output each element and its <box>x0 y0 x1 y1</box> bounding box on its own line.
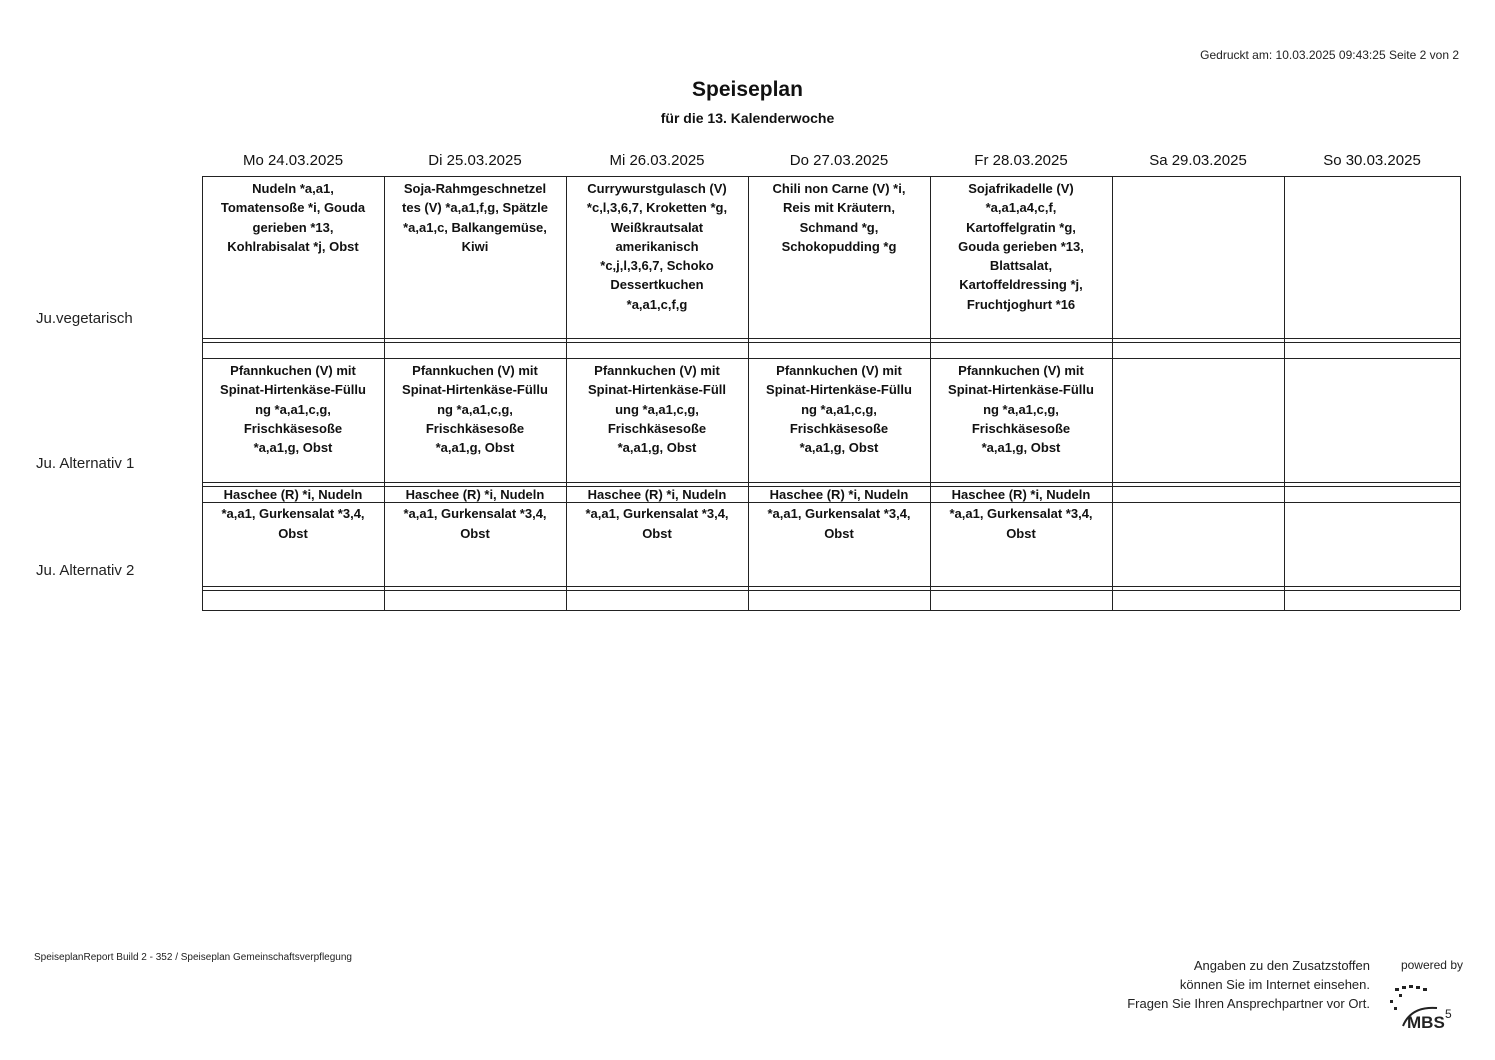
meal-cell: Haschee (R) *i, Nudeln *a,a1, Gurkensalat *3,4, Obst <box>767 487 911 541</box>
table-rule <box>202 610 1460 611</box>
print-timestamp: Gedruckt am: 10.03.2025 09:43:25 Seite 2 von 2 <box>1200 48 1459 62</box>
meal-cell: Haschee (R) *i, Nudeln *a,a1, Gurkensalat *3,4, Obst <box>949 487 1093 541</box>
column-rule <box>1460 176 1461 610</box>
meal-cell: Pfannkuchen (V) mit Spinat-Hirtenkäse-Füllu ng *a,a1,c,g, Frischkäsesoße *a,a1,g, Obst <box>402 363 548 456</box>
column-rule <box>1112 176 1113 610</box>
meal-cell: Haschee (R) *i, Nudeln *a,a1, Gurkensalat *3,4, Obst <box>221 487 365 541</box>
menu-table <box>202 176 1460 610</box>
meal-cell <box>1115 179 1281 341</box>
day-header: Do 27.03.2025 <box>789 152 889 169</box>
meal-cell: Nudeln *a,a1, Tomatensoße *i, Gouda gerieben *13, Kohlrabisalat *j, Obst <box>220 181 366 254</box>
day-header: Mi 26.03.2025 <box>609 152 705 169</box>
meal-cell: Chili non Carne (V) *i, Reis mit Kräutern, Schmand *g, Schokopudding *g <box>772 181 906 254</box>
powered-by-label: powered by <box>1400 958 1463 972</box>
column-rule <box>748 176 749 610</box>
table-rule <box>202 358 1460 359</box>
meal-cell: Haschee (R) *i, Nudeln *a,a1, Gurkensalat *3,4, Obst <box>585 487 729 541</box>
meal-cell: Sojafrikadelle (V) *a,a1,a4,c,f, Kartoffelgratin *g, Gouda gerieben *13, Blattsalat, Kartoffeldressing *j, Fruchtjoghurt *16 <box>958 181 1084 312</box>
meal-cell <box>1287 179 1457 341</box>
day-header: So 30.03.2025 <box>1323 152 1421 169</box>
page-subtitle: für die 13. Kalenderwoche <box>660 110 835 126</box>
table-rule <box>202 176 1460 177</box>
meal-cell: Soja-Rahmgeschnetzel tes (V) *a,a1,f,g, Spätzle *a,a1,c, Balkangemüse, Kiwi <box>402 181 548 254</box>
table-rule <box>202 590 1460 591</box>
report-info: SpeiseplanReport Build 2 - 352 / Speiseplan Gemeinschaftsverpflegung <box>34 952 352 963</box>
day-header: Mo 24.03.2025 <box>242 152 344 169</box>
column-rule <box>384 176 385 610</box>
meal-cell: Currywurstgulasch (V) *c,l,3,6,7, Kroketten *g, Weißkrautsalat amerikanisch *c,j,l,3,6,7, Schoko Dessertkuchen *a,a1,c,f,g <box>586 181 728 312</box>
meal-cell <box>1287 361 1457 485</box>
meal-cell: Haschee (R) *i, Nudeln *a,a1, Gurkensalat *3,4, Obst <box>403 487 547 541</box>
day-header: Fr 28.03.2025 <box>974 152 1068 169</box>
meal-cell: Pfannkuchen (V) mit Spinat-Hirtenkäse-Füll ung *a,a1,c,g, Frischkäsesoße *a,a1,g, Obst <box>588 363 726 456</box>
table-rule <box>202 586 1460 587</box>
meal-cell: Pfannkuchen (V) mit Spinat-Hirtenkäse-Füllu ng *a,a1,c,g, Frischkäsesoße *a,a1,g, Obst <box>220 363 366 456</box>
column-rule <box>1284 176 1285 610</box>
column-rule <box>930 176 931 610</box>
meal-cell: Pfannkuchen (V) mit Spinat-Hirtenkäse-Füllu ng *a,a1,c,g, Frischkäsesoße *a,a1,g, Obst <box>766 363 912 456</box>
column-rule <box>202 176 203 610</box>
svg-text:5: 5 <box>1445 1007 1452 1021</box>
day-header: Sa 29.03.2025 <box>1149 152 1247 169</box>
meal-cell: Pfannkuchen (V) mit Spinat-Hirtenkäse-Füllu ng *a,a1,c,g, Frischkäsesoße *a,a1,g, Obst <box>948 363 1094 456</box>
row-label: Ju.vegetarisch <box>36 310 133 327</box>
additives-note: Angaben zu den Zusatzstoffen können Sie im Internet einsehen. Fragen Sie Ihren Ansprechpartner vor Ort. <box>1127 958 1370 1011</box>
svg-text:MBS: MBS <box>1407 1013 1445 1032</box>
meal-cell <box>1115 361 1281 485</box>
meal-cell <box>1287 485 1457 569</box>
day-headers <box>202 152 1460 174</box>
row-label: Ju. Alternativ 1 <box>36 455 135 472</box>
day-header: Di 25.03.2025 <box>428 152 522 169</box>
page-title: Speiseplan <box>692 78 803 101</box>
table-rule <box>202 342 1460 343</box>
column-rule <box>566 176 567 610</box>
row-label: Ju. Alternativ 2 <box>36 562 135 579</box>
mbs-logo <box>1381 978 1461 1038</box>
meal-cell <box>1115 485 1281 569</box>
